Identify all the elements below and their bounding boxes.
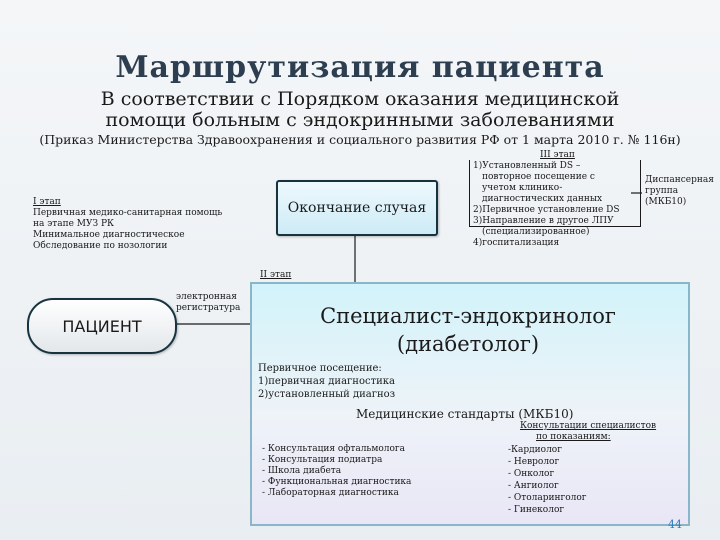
list-item: -Кардиолог (508, 445, 562, 455)
stage3-line: учетом клинико- (482, 183, 563, 193)
stage3-line: (специализированное) (482, 227, 590, 237)
consults-right-heading (520, 421, 670, 443)
stage3-block (473, 161, 643, 249)
stage3-line: диагностических данных (482, 194, 603, 204)
page-number: 44 (668, 518, 682, 531)
list-item: - Функциональная диагностика (262, 477, 412, 487)
stage3-line: 2)Первичное установление DS (473, 205, 620, 215)
list-item: - Консультация подиатра (262, 455, 383, 465)
stage3-label: III этап (540, 150, 575, 160)
list-item: - Лабораторная диагностика (262, 488, 399, 498)
consults-right-list (508, 444, 658, 516)
dispensary-group (645, 175, 717, 208)
stage1-line: на этапе МУЗ РК (33, 219, 115, 229)
stage1-block (33, 197, 253, 252)
specialist-title (250, 302, 686, 358)
list-item: - Консультация офтальмолога (262, 444, 405, 454)
e-registry-line-1: электронная (176, 292, 237, 302)
primary-visit-item: 1)первичная диагностика (258, 376, 395, 387)
stage2-label: II этап (260, 270, 292, 280)
page-title: Маршрутизация пациента (115, 50, 605, 85)
consults-right-heading-line-2: по показаниям: (536, 432, 611, 442)
stage3-line: 4)госпитализация (473, 238, 560, 248)
dispensary-line-1: Диспансерная (645, 175, 714, 185)
list-item: - Онколог (508, 469, 555, 479)
end-case-label: Окончание случая (287, 200, 427, 216)
subtitle-line-1: В соответствии с Порядком оказания медицинской (100, 88, 620, 110)
dispensary-line-2: группа (МКБ10) (645, 186, 687, 207)
stage3-line: повторное посещение с (482, 172, 595, 182)
patient-node (27, 298, 177, 354)
primary-visit-item: 2)установленный диагноз (258, 389, 396, 400)
stage3-line: 3)Направление в другое ЛПУ (473, 216, 614, 226)
end-case-box (276, 180, 438, 236)
list-item: - Гинеколог (508, 505, 565, 515)
list-item: - Ангиолог (508, 481, 559, 491)
e-registry-label (176, 292, 246, 314)
stage3-line: 1)Установленный DS – (473, 161, 581, 171)
page-subtitle (0, 89, 720, 131)
stage1-line: Обследование по нозологии (33, 241, 168, 251)
stage1-line: Первичная медико-санитарная помощь (33, 208, 223, 218)
med-standards-label: Медицинские стандарты (МКБ10) (356, 407, 574, 421)
list-item: - Школа диабета (262, 466, 342, 476)
specialist-title-line-2: (диабетолог) (396, 332, 540, 356)
e-registry-line-2: регистратура (176, 303, 241, 313)
primary-visit-heading: Первичное посещение: (258, 363, 382, 374)
consults-left-list (262, 444, 482, 499)
decree-reference: (Приказ Министерства Здравоохранения и социального развития РФ от 1 марта 2010 г. № 116н) (39, 132, 681, 147)
stage1-line: Минимальное диагностическое (33, 230, 185, 240)
subtitle-line-2: помощи больным с эндокринными заболеваниями (105, 109, 615, 131)
list-item: - Невролог (508, 457, 560, 467)
patient-label: ПАЦИЕНТ (62, 316, 142, 336)
primary-visit-block (258, 362, 478, 401)
consults-right-heading-line-1: Консультации специалистов (520, 421, 657, 431)
list-item: - Отоларинголог (508, 493, 587, 503)
stage1-label: I этап (33, 197, 61, 207)
specialist-title-line-1: Специалист-эндокринолог (320, 304, 616, 328)
